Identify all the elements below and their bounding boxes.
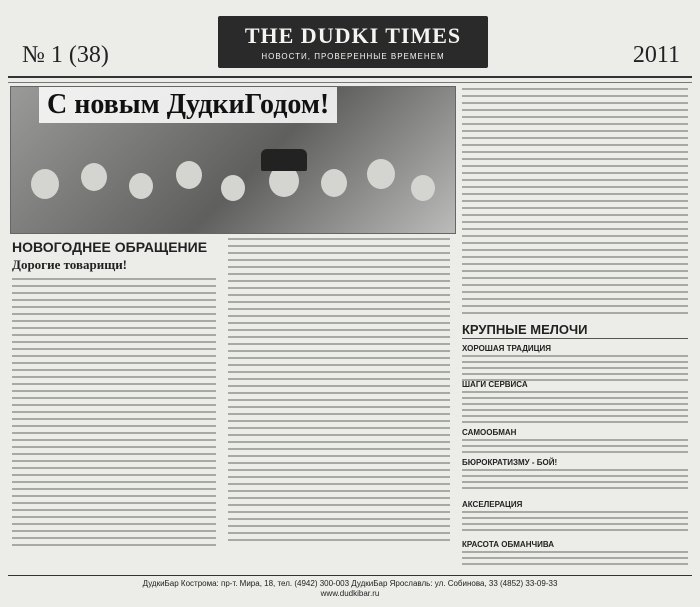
- footer-website: www.dudkibar.ru: [320, 589, 380, 598]
- sidebar-item-title: КРАСОТА ОБМАНЧИВА: [462, 540, 554, 549]
- footer-addresses: ДудкиБар Кострома: пр-т. Мира, 18, тел. (4942) 300-003 ДудкиБар Ярославль: ул. Собинова, 33 (4852) 33-09-33: [142, 579, 558, 588]
- appeal-subtitle: Дорогие товарищи!: [12, 257, 128, 272]
- sidebar-item-title: БЮРОКРАТИЗМУ - БОЙ!: [462, 458, 558, 467]
- sidebar-item-title: ХОРОШАЯ ТРАДИЦИЯ: [462, 344, 551, 353]
- masthead: [8, 6, 692, 78]
- sidebar-item: [462, 500, 688, 535]
- footer: [8, 575, 692, 599]
- newspaper-logo: [218, 16, 488, 68]
- newspaper-subtitle: НОВОСТИ, ПРОВЕРЕННЫЕ ВРЕМЕНЕМ: [261, 52, 445, 61]
- sidebar-item: [462, 428, 688, 457]
- issue-year: 2011: [632, 42, 680, 68]
- sidebar-divider: [462, 338, 688, 339]
- appeal-heading: НОВОГОДНЕЕ ОБРАЩЕНИЕ: [12, 239, 208, 255]
- sidebar-heading: КРУПНЫЕ МЕЛОЧИ: [462, 322, 588, 337]
- issue-number: № 1 (38): [22, 42, 109, 68]
- top-divider: [8, 82, 692, 83]
- sidebar-item-title: САМООБМАН: [462, 428, 517, 437]
- sidebar-item-title: ШАГИ СЕРВИСА: [462, 380, 528, 389]
- hero-photo: [10, 86, 456, 234]
- sidebar-item-title: АКСЕЛЕРАЦИЯ: [462, 500, 523, 509]
- sidebar-item: [462, 380, 688, 427]
- sidebar-item: [462, 344, 688, 385]
- sidebar-item: [462, 458, 688, 493]
- left-column-text: [12, 278, 216, 551]
- sidebar-item: [462, 540, 688, 569]
- newspaper-title: THE DUDKI TIMES: [244, 23, 462, 48]
- crowd-illustration: [11, 145, 455, 233]
- main-headline: С новым ДудкиГодом!: [39, 87, 337, 123]
- right-column-text: [462, 88, 688, 319]
- middle-column-text: [228, 238, 450, 546]
